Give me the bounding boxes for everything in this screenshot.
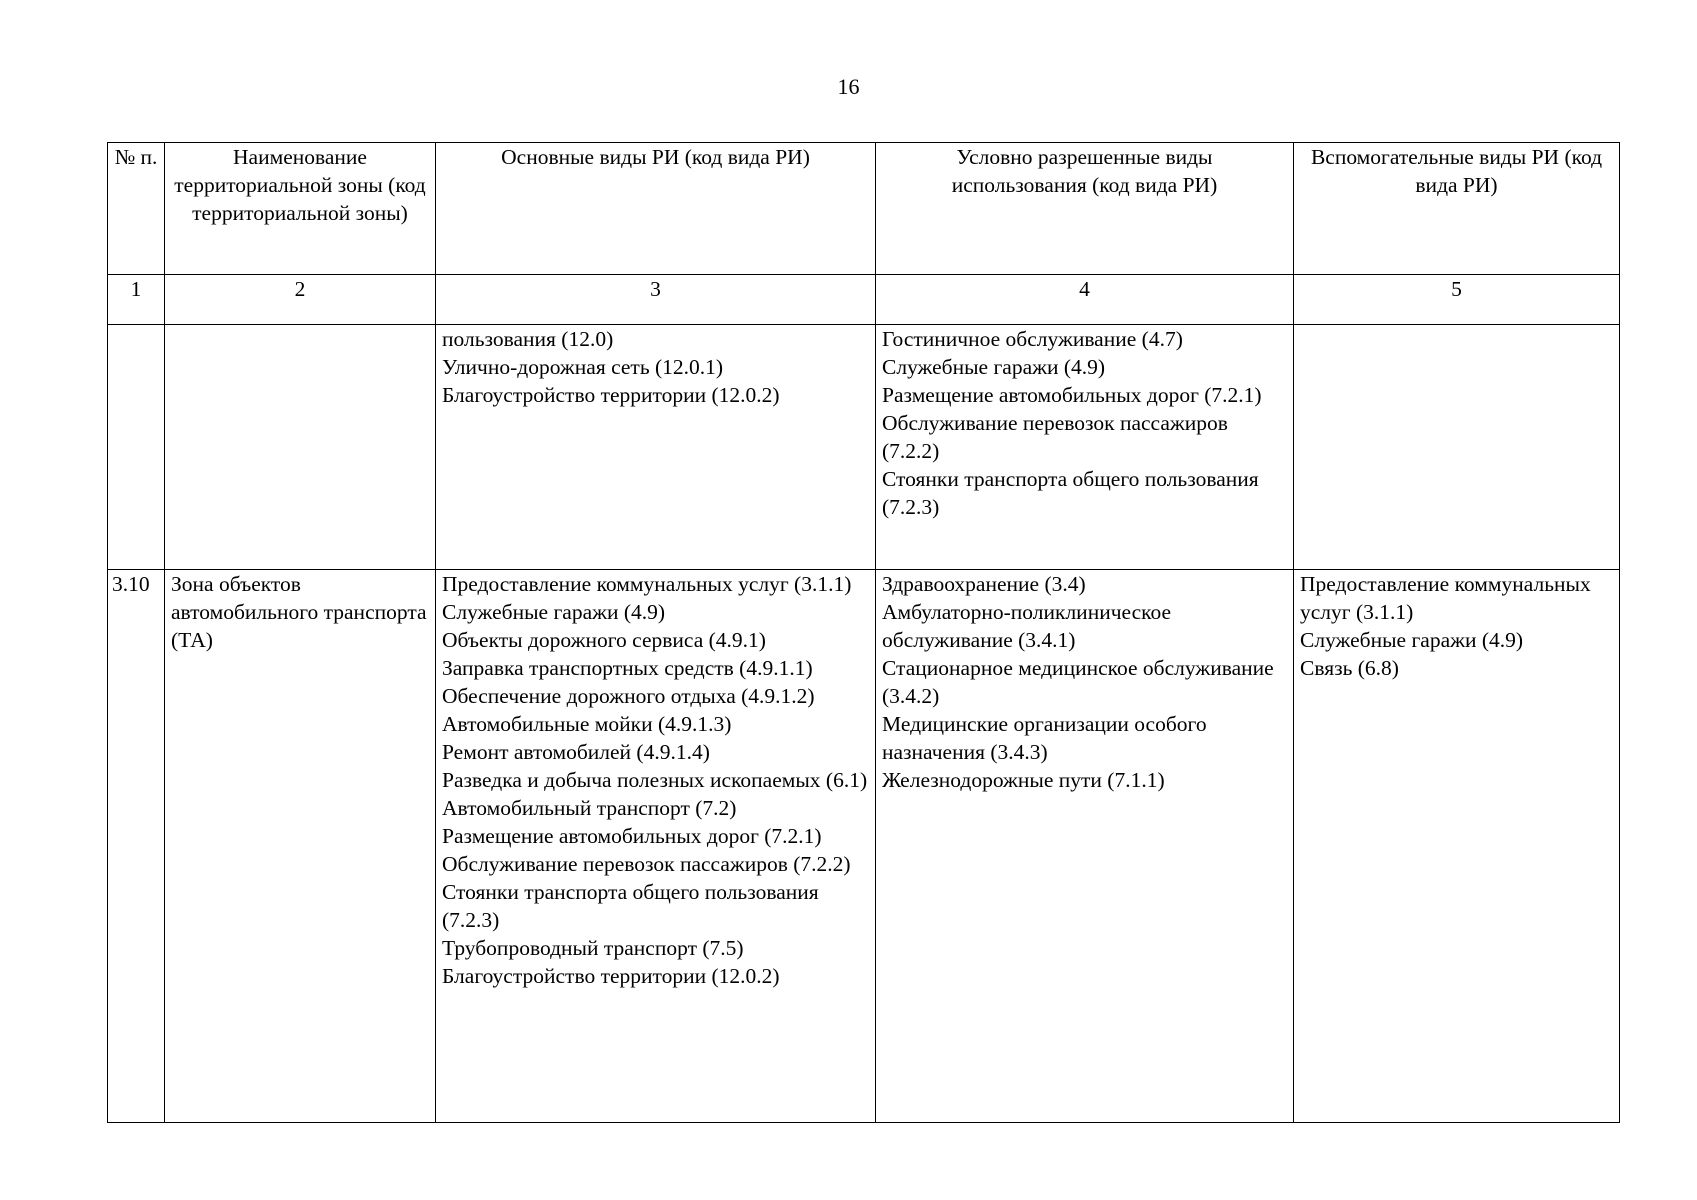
use-entry: Стационарное медицинское обслуживание (3.4.2) <box>882 656 1274 708</box>
conditional-uses-cell <box>876 325 1294 570</box>
use-entry: Автомобильный транспорт (7.2) <box>442 796 737 820</box>
use-entry: Железнодорожные пути (7.1.1) <box>882 768 1165 792</box>
main-uses-cell <box>436 570 876 1123</box>
table-row <box>108 325 1620 570</box>
use-entry: пользования (12.0) <box>442 327 614 351</box>
zones-table <box>107 142 1620 1123</box>
use-entry: Медицинские организации особого назначения (3.4.3) <box>882 712 1207 764</box>
use-entry: Служебные гаражи (4.9) <box>882 355 1106 379</box>
main-uses-cell <box>436 325 876 570</box>
use-entry: Благоустройство территории (12.0.2) <box>442 964 780 988</box>
column-number: 4 <box>876 275 1294 325</box>
table-row <box>108 570 1620 1123</box>
use-entry: Предоставление коммунальных услуг (3.1.1) <box>442 572 852 596</box>
use-entry: Связь (6.8) <box>1300 656 1399 680</box>
use-entry: Ремонт автомобилей (4.9.1.4) <box>442 740 710 764</box>
column-number-row <box>108 275 1620 325</box>
use-entry: Размещение автомобильных дорог (7.2.1) <box>442 824 822 848</box>
page-number: 16 <box>837 74 860 99</box>
header-cell-zone: Наименование территориальной зоны (код территориальной зоны) <box>165 143 436 275</box>
use-entry: Разведка и добыча полезных ископаемых (6.1) <box>442 768 868 792</box>
column-number: 1 <box>108 275 165 325</box>
column-number: 3 <box>436 275 876 325</box>
header-cell-conditional: Условно разрешенные виды использования (код вида РИ) <box>876 143 1294 275</box>
use-entry: Обслуживание перевозок пассажиров (7.2.2) <box>442 852 851 876</box>
row-number-cell: 3.10 <box>108 570 165 1123</box>
header-cell-no: № п. <box>108 143 165 275</box>
use-entry: Обеспечение дорожного отдыха (4.9.1.2) <box>442 684 815 708</box>
use-entry: Трубопроводный транспорт (7.5) <box>442 936 744 960</box>
zone-name-cell <box>165 325 436 570</box>
zone-name-cell: Зона объектов автомобильного транспорта (ТА) <box>165 570 436 1123</box>
use-entry: Здравоохранение (3.4) <box>882 572 1086 596</box>
use-entry: Стоянки транспорта общего пользования (7.2.3) <box>442 880 819 932</box>
use-entry: Размещение автомобильных дорог (7.2.1) <box>882 383 1262 407</box>
auxiliary-uses-cell <box>1294 325 1620 570</box>
header-cell-main: Основные виды РИ (код вида РИ) <box>436 143 876 275</box>
use-entry: Служебные гаражи (4.9) <box>442 600 666 624</box>
use-entry: Благоустройство территории (12.0.2) <box>442 383 780 407</box>
use-entry: Стоянки транспорта общего пользования (7.2.3) <box>882 467 1259 519</box>
column-number: 2 <box>165 275 436 325</box>
use-entry: Заправка транспортных средств (4.9.1.1) <box>442 656 813 680</box>
use-entry: Обслуживание перевозок пассажиров (7.2.2) <box>882 411 1228 463</box>
use-entry: Служебные гаражи (4.9) <box>1300 628 1524 652</box>
use-entry: Предоставление коммунальных услуг (3.1.1) <box>1300 572 1591 624</box>
use-entry: Улично-дорожная сеть (12.0.1) <box>442 355 724 379</box>
use-entry: Амбулаторно-поликлиническое обслуживание (3.4.1) <box>882 600 1172 652</box>
auxiliary-uses-cell <box>1294 570 1620 1123</box>
row-number-cell <box>108 325 165 570</box>
use-entry: Гостиничное обслуживание (4.7) <box>882 327 1183 351</box>
header-row <box>108 143 1620 275</box>
header-cell-auxiliary: Вспомогательные виды РИ (код вида РИ) <box>1294 143 1620 275</box>
use-entry: Объекты дорожного сервиса (4.9.1) <box>442 628 766 652</box>
column-number: 5 <box>1294 275 1620 325</box>
use-entry: Автомобильные мойки (4.9.1.3) <box>442 712 732 736</box>
conditional-uses-cell <box>876 570 1294 1123</box>
